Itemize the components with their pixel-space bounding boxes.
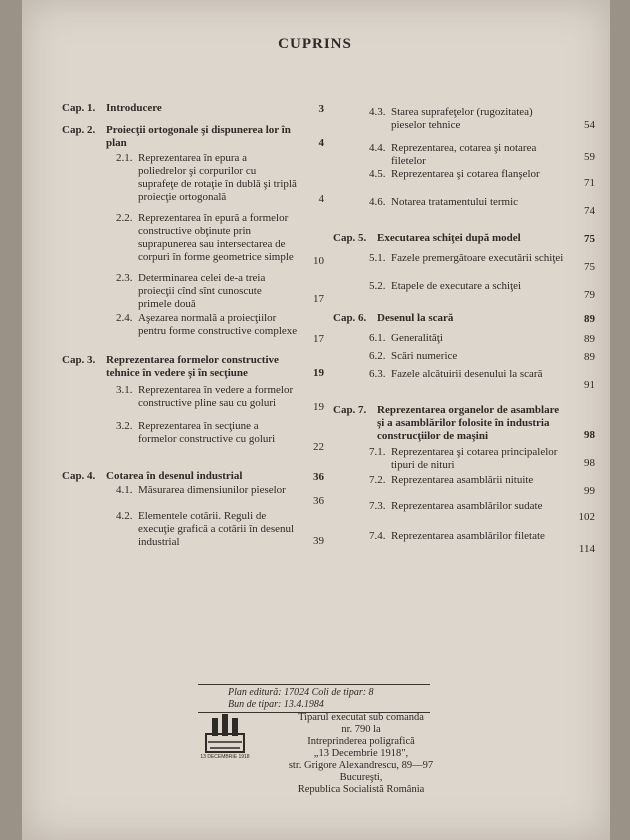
- toc-page-number: 3: [318, 103, 324, 115]
- toc-page-number: 74: [584, 205, 595, 217]
- toc-number: 4.5.: [369, 168, 386, 180]
- toc-number: 7.1.: [369, 446, 386, 458]
- toc-text: Reprezentarea formelor constructive tehnice în vedere şi în secţiune: [106, 354, 279, 379]
- toc-section-entry: [116, 312, 324, 346]
- toc-text: Reprezentarea în vedere a formelor constructive pline sau cu goluri: [138, 384, 294, 409]
- toc-text: Cotarea în desenul industrial: [106, 470, 243, 482]
- toc-chapter-entry: [62, 124, 324, 150]
- toc-text: Reprezentarea asamblării nituite: [391, 474, 534, 486]
- toc-page-number: 71: [584, 177, 595, 189]
- toc-section-entry: [369, 332, 595, 346]
- printer-line: Bucureşti,: [339, 772, 383, 783]
- toc-text: Reprezentarea şi cotarea flanşelor: [391, 168, 540, 180]
- toc-number: Cap. 6.: [333, 312, 367, 324]
- toc-page-number: 4: [318, 193, 324, 205]
- printer-line: Tiparul executat sub comanda: [298, 712, 424, 723]
- toc-number: 2.2.: [116, 212, 133, 224]
- toc-number: 2.4.: [116, 312, 133, 324]
- printer-line: Republica Socialistă România: [297, 784, 425, 795]
- toc-text: Fazele premergătoare executării schiţei: [391, 252, 564, 264]
- toc-page-number: 4: [318, 137, 324, 149]
- toc-text: Etapele de executare a schiţei: [391, 280, 522, 292]
- toc-number: 4.2.: [116, 510, 133, 522]
- toc-text: Reprezentarea în secţiune a formelor constructive cu goluri: [138, 420, 276, 445]
- toc-text: Elementele cotării. Reguli de execuţie grafică a cotării în desenul industrial: [138, 510, 295, 548]
- toc-chapter-entry: [333, 312, 595, 326]
- imprint-header: [198, 684, 430, 713]
- toc-page-number: 79: [584, 289, 595, 301]
- toc-text: Determinarea celei de-a treia proiecţii cînd sînt cunoscute primele două: [138, 272, 266, 310]
- toc-chapter-entry: [333, 232, 595, 246]
- toc-section-entry: [116, 510, 324, 548]
- toc-text: Reprezentarea asamblărilor filetate: [391, 530, 545, 542]
- toc-text: Reprezentarea asamblărilor sudate: [391, 500, 543, 512]
- toc-section-entry: [369, 474, 595, 498]
- toc-page-number: 89: [584, 333, 595, 345]
- toc-text: Reprezentarea, cotarea şi notarea filetelor: [391, 142, 537, 167]
- toc-text: Desenul la scară: [377, 312, 454, 324]
- toc-page-number: 89: [584, 313, 595, 325]
- toc-number: Cap. 7.: [333, 404, 367, 416]
- toc-section-entry: [116, 152, 324, 206]
- logo-text: 13 DECEMBRIE 1918: [200, 754, 250, 760]
- toc-page-number: 10: [313, 255, 324, 267]
- toc-page-number: 102: [578, 511, 595, 523]
- toc-number: 5.2.: [369, 280, 386, 292]
- toc-section-entry: [369, 530, 595, 556]
- toc-chapter-entry: [333, 404, 595, 442]
- toc-chapter-entry: [62, 354, 324, 380]
- toc-number: Cap. 1.: [62, 102, 96, 114]
- toc-page-number: 54: [584, 119, 595, 131]
- printer-line: Intreprinderea poligrafică: [307, 736, 415, 747]
- toc-number: 7.4.: [369, 530, 386, 542]
- toc-page-number: 39: [313, 535, 324, 547]
- toc-section-entry: [369, 350, 595, 364]
- toc-text: Executarea schiţei după model: [377, 232, 521, 244]
- toc-number: Cap. 3.: [62, 354, 96, 366]
- toc-number: Cap. 5.: [333, 232, 367, 244]
- printer-line: „13 Decembrie 1918",: [313, 748, 409, 759]
- toc-section-entry: [116, 384, 324, 414]
- toc-page-number: 36: [313, 495, 324, 507]
- toc-section-entry: [369, 368, 595, 392]
- toc-number: 7.2.: [369, 474, 386, 486]
- toc-text: Reprezentarea în epura a poliedrelor şi corpurilor cu suprafeţe de rotaţie în dublă şi triplă proiecţie ortogonală: [138, 152, 297, 203]
- toc-number: 6.3.: [369, 368, 386, 380]
- toc-text: Reprezentarea şi cotarea principalelor tipuri de nituri: [391, 446, 558, 471]
- imprint-line: Bun de tipar: 13.4.1984: [228, 699, 324, 710]
- printer-line: nr. 790 la: [341, 724, 381, 735]
- toc-text: Reprezentarea organelor de asamblare şi a asamblărilor folosite în industria construcţiilor de maşini: [377, 404, 560, 442]
- toc-number: 6.2.: [369, 350, 386, 362]
- page-title: CUPRINS: [278, 36, 352, 52]
- toc-page-number: 19: [313, 401, 324, 413]
- toc-text: Notarea tratamentului termic: [391, 196, 519, 208]
- toc-section-entry: [369, 168, 595, 190]
- toc-chapter-entry: [62, 470, 324, 484]
- toc-number: 4.3.: [369, 106, 386, 118]
- toc-number: 3.1.: [116, 384, 133, 396]
- imprint-line: Plan editură: 17024 Coli de tipar: 8: [228, 687, 374, 698]
- toc-number: 7.3.: [369, 500, 386, 512]
- toc-page-number: 19: [313, 367, 324, 379]
- toc-page-number: 59: [584, 151, 595, 163]
- toc-text: Reprezentarea în epură a formelor constructive obţinute prin suprapunerea sau intersectarea de corpuri în forme geometrice simple: [138, 212, 294, 263]
- toc-page-number: 75: [584, 233, 595, 245]
- toc-chapter-entry: [62, 102, 324, 116]
- toc-page-number: 98: [584, 429, 595, 441]
- printer-info: [256, 712, 466, 796]
- toc-page-number: 17: [313, 293, 324, 305]
- toc-number: Cap. 2.: [62, 124, 96, 136]
- toc-text: Proiecţii ortogonale şi dispunerea lor în plan: [106, 124, 291, 149]
- toc-number: 4.6.: [369, 196, 386, 208]
- toc-number: 2.3.: [116, 272, 133, 284]
- toc-text: Generalităţi: [391, 332, 443, 344]
- toc-page-number: 98: [584, 457, 595, 469]
- toc-page-number: 22: [313, 441, 324, 453]
- toc-page-number: 36: [313, 471, 324, 483]
- printer-line: str. Grigore Alexandrescu, 89—97: [288, 760, 434, 771]
- toc-section-entry: [116, 484, 324, 508]
- toc-section-entry: [369, 280, 595, 302]
- toc-section-entry: [116, 272, 324, 310]
- toc-section-entry: [369, 196, 595, 218]
- toc-text: Aşezarea normală a proiecţiilor pentru forme constructive complexe: [138, 312, 298, 337]
- toc-number: 4.1.: [116, 484, 133, 496]
- toc-section-entry: [369, 252, 595, 274]
- toc-page-number: 114: [578, 543, 595, 555]
- toc-number: Cap. 4.: [62, 470, 96, 482]
- toc-section-entry: [116, 420, 324, 454]
- toc-text: Fazele alcătuirii desenului la scară: [391, 368, 543, 380]
- toc-section-entry: [116, 212, 324, 268]
- toc-number: 3.2.: [116, 420, 133, 432]
- toc-section-entry: [369, 446, 595, 470]
- toc-text: Starea suprafeţelor (rugozitatea) pieselor tehnice: [391, 106, 533, 131]
- toc-section-entry: [369, 500, 595, 524]
- toc-number: 4.4.: [369, 142, 386, 154]
- toc-number: 6.1.: [369, 332, 386, 344]
- toc-page-number: 99: [584, 485, 595, 497]
- toc-number: 2.1.: [116, 152, 133, 164]
- toc-page-number: 75: [584, 261, 595, 273]
- toc-page-number: 17: [313, 333, 324, 345]
- toc-number: 5.1.: [369, 252, 386, 264]
- toc-text: Introducere: [106, 102, 162, 114]
- toc-page-number: 89: [584, 351, 595, 363]
- toc-page-number: 91: [584, 379, 595, 391]
- toc-text: Scări numerice: [391, 350, 458, 362]
- printing-house-logo-icon: [200, 712, 250, 760]
- toc-section-entry: [369, 142, 595, 167]
- toc-text: Măsurarea dimensiunilor pieselor: [138, 484, 286, 496]
- toc-section-entry: [369, 106, 595, 132]
